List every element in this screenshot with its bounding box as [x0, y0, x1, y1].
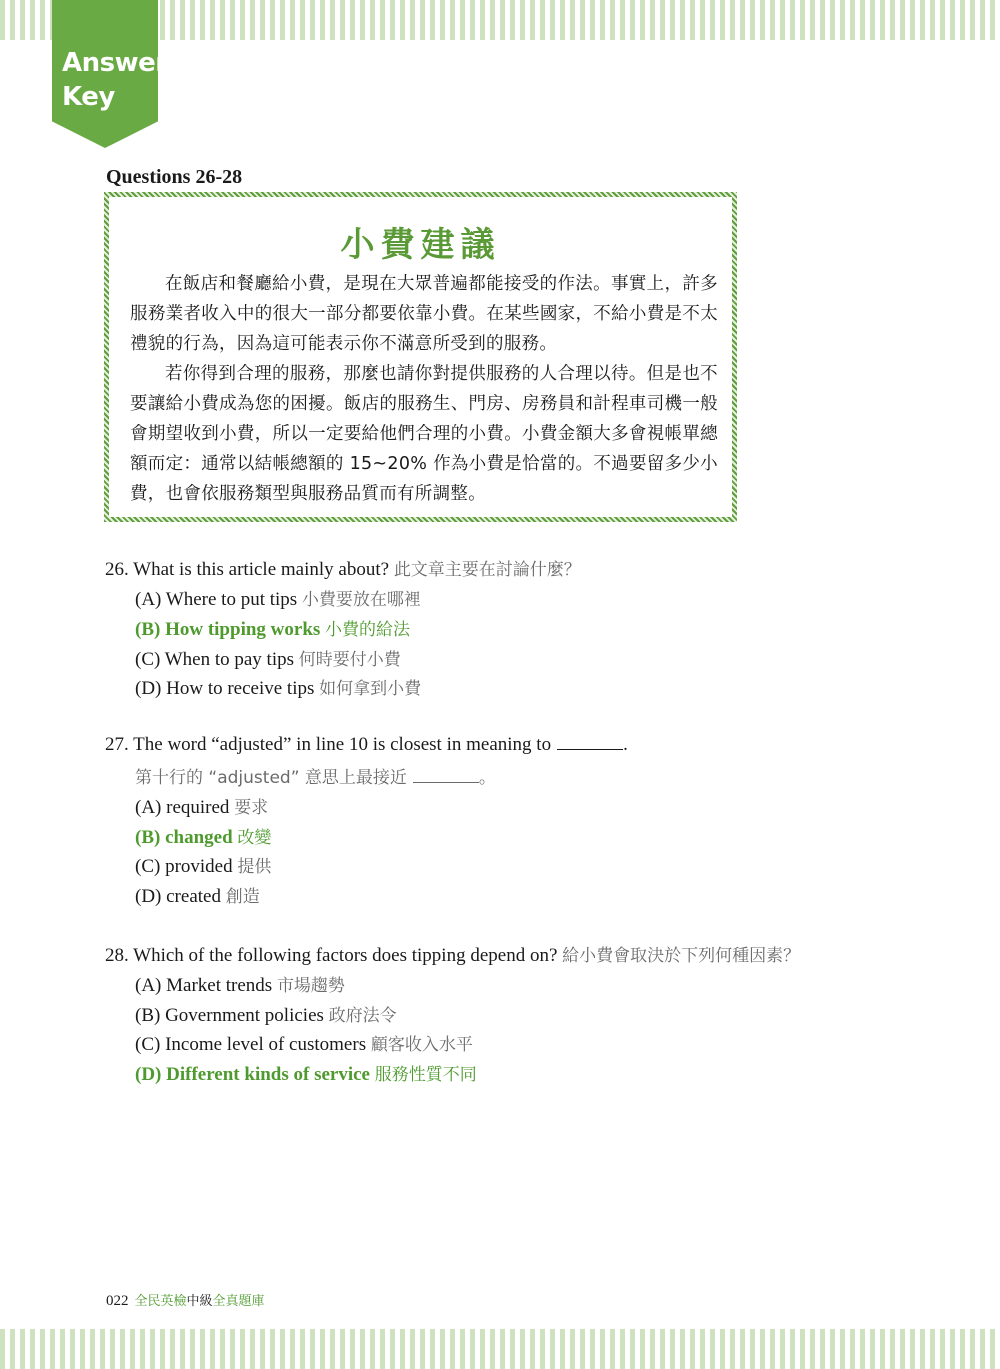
- option-text: (D) created: [135, 886, 221, 907]
- option-text: (D) Different kinds of service: [135, 1064, 370, 1085]
- page-footer: [106, 1290, 265, 1310]
- question-27-end: .: [623, 734, 628, 755]
- option-text: (B) changed: [135, 827, 233, 848]
- q26-option-d: [135, 674, 421, 700]
- question-26-text: 26. What is this article mainly about?: [105, 559, 390, 580]
- book-title-part2: 中級: [186, 1294, 213, 1309]
- option-translation: 政府法令: [328, 1006, 397, 1026]
- q28-option-a: [135, 971, 345, 997]
- question-27: [105, 734, 628, 756]
- option-translation: 創造: [225, 887, 260, 907]
- option-text: (C) provided: [135, 856, 233, 877]
- option-translation: 如何拿到小費: [319, 679, 422, 699]
- option-translation: 顧客收入水平: [370, 1035, 473, 1055]
- passage-paragraph-1: 在飯店和餐廳給小費，是現在大眾普遍都能接受的作法。事實上，許多服務業者收入中的很大一部分都要依靠小費。在某些國家，不給小費是不太禮貌的行為，因為這可能表示你不滿意所受到的服務。: [130, 274, 718, 354]
- option-translation: 小費的給法: [325, 620, 411, 640]
- q27-option-a: [135, 793, 268, 819]
- option-translation: 市場趨勢: [276, 976, 345, 996]
- passage-paragraph-2: 若你得到合理的服務，那麼也請你對提供服務的人合理以待。但是也不要讓給小費成為您的困擾。飯店的服務生、門房、房務員和計程車司機一般會期望收到小費，所以一定要給他們合理的小費。小費金額大多會視帳單總額而定：通常以結帳總額的 15~20% 作為小費是恰當的。不過要留多少小費，也會依服務類型與服務品質而有所調整。: [130, 364, 718, 504]
- passage-title: 小費建議: [340, 225, 501, 265]
- option-translation: 要求: [234, 798, 269, 818]
- q26-option-c: [135, 645, 401, 671]
- option-text: (C) When to pay tips: [135, 649, 295, 670]
- book-title-part1: 全民英檢: [134, 1294, 187, 1309]
- option-text: (A) Where to put tips: [135, 589, 298, 610]
- answer-key-line2: Key: [62, 82, 115, 112]
- option-text: (D) How to receive tips: [135, 678, 315, 699]
- option-translation: 服務性質不同: [374, 1065, 477, 1085]
- option-text: (B) How tipping works: [135, 619, 321, 640]
- option-translation: 改變: [237, 828, 272, 848]
- q28-option-c: [135, 1030, 473, 1056]
- question-28: [105, 941, 800, 967]
- q26-option-a: [135, 585, 421, 611]
- question-28-text: 28. Which of the following factors does tipping depend on?: [105, 945, 558, 966]
- option-text: (A) required: [135, 797, 230, 818]
- question-27-translation: [135, 763, 496, 789]
- book-title-part3: 全真題庫: [212, 1294, 265, 1309]
- q27-option-c: [135, 852, 271, 878]
- bottom-stripe-band: [0, 1329, 1000, 1369]
- q26-option-b-correct: [135, 615, 410, 641]
- question-26-translation: 此文章主要在討論什麼？: [393, 560, 581, 580]
- q27-option-b-correct: [135, 823, 271, 849]
- q27-option-d: [135, 882, 260, 908]
- option-translation: 小費要放在哪裡: [301, 590, 421, 610]
- section-title: Questions 26-28: [106, 166, 243, 188]
- question-28-translation: 給小費會取決於下列何種因素？: [562, 946, 801, 966]
- translation-text: 第十行的 “adjusted” 意思上最接近: [135, 768, 407, 788]
- option-text: (B) Government policies: [135, 1005, 324, 1026]
- answer-blank: [413, 768, 479, 783]
- page-number: 022: [106, 1293, 129, 1309]
- option-translation: 提供: [237, 857, 272, 877]
- option-text: (C) Income level of customers: [135, 1034, 367, 1055]
- translation-end: 。: [478, 768, 496, 788]
- question-27-text: 27. The word “adjusted” in line 10 is closest in meaning to: [105, 734, 552, 755]
- passage-box: [104, 192, 737, 522]
- q28-option-b: [135, 1001, 397, 1027]
- question-26: [105, 555, 581, 581]
- option-translation: 何時要付小費: [298, 650, 401, 670]
- passage-body: [130, 269, 718, 509]
- answer-key-label: [62, 46, 168, 114]
- q28-option-d-correct: [135, 1060, 477, 1086]
- option-text: (A) Market trends: [135, 975, 273, 996]
- answer-key-line1: Answer: [62, 48, 168, 78]
- answer-blank: [557, 735, 623, 750]
